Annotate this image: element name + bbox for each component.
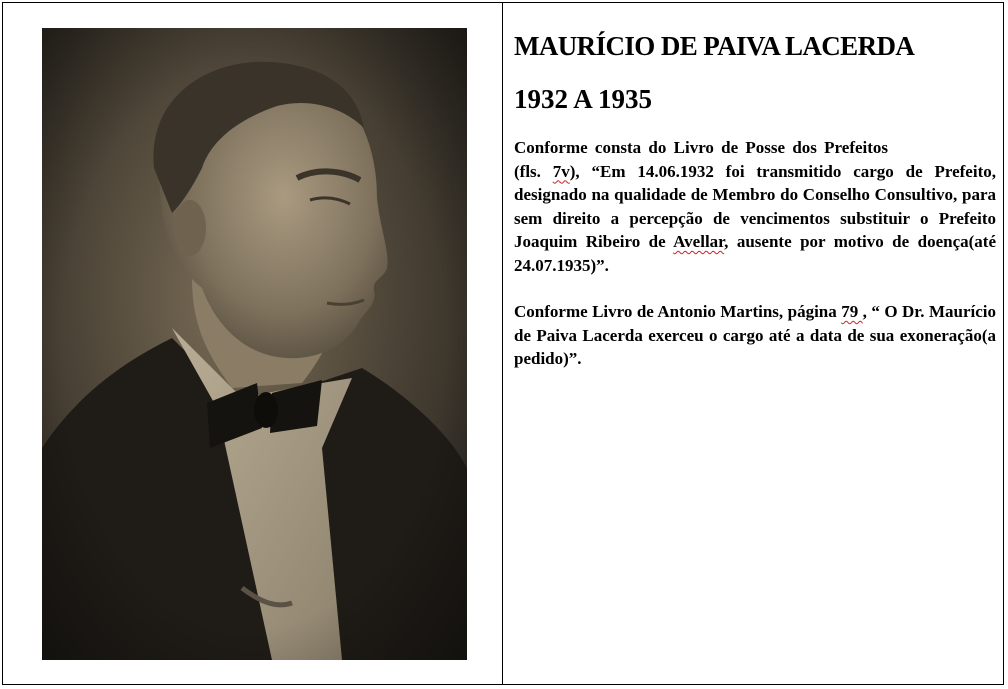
page-reference: 79: [841, 302, 863, 321]
paragraph-posse-body-b: , ausente por motivo de doença(até 24.07.1935)”.: [514, 232, 996, 275]
column-divider: [502, 2, 503, 685]
paragraph-posse-fls-prefix: (fls.: [514, 161, 553, 181]
term-years: 1932 A 1935: [514, 84, 653, 114]
paragraph-posse-body-a: ), “Em 14.06.1932 foi transmitido cargo de Prefeito, designado na qualidade de Membro do Conselho Consultivo, para sem direito a percepção de vencimentos substituir o Prefeito Joaquim Ribeiro de: [514, 161, 996, 251]
person-name: MAURÍCIO DE PAIVA LACERDA: [514, 31, 915, 61]
paragraph-martins-post: , “ O Dr. Maurício de Paiva Lacerda exerceu o cargo até a data de sua exoneração(a pedido)”.: [514, 302, 996, 368]
paragraph-martins-pre: Conforme Livro de Antonio Martins, página: [514, 302, 842, 321]
biography-text: [514, 28, 996, 371]
avellar-word: Avellar: [673, 232, 725, 251]
paragraph-posse: [514, 136, 996, 277]
fls-reference: 7v: [552, 161, 570, 181]
portrait-photo: [42, 28, 467, 660]
paragraph-posse-first-line: Conforme consta do Livro de Posse dos Prefeitos: [514, 138, 889, 157]
paragraph-martins: [514, 300, 996, 371]
portrait-photo-icon: [42, 28, 467, 660]
